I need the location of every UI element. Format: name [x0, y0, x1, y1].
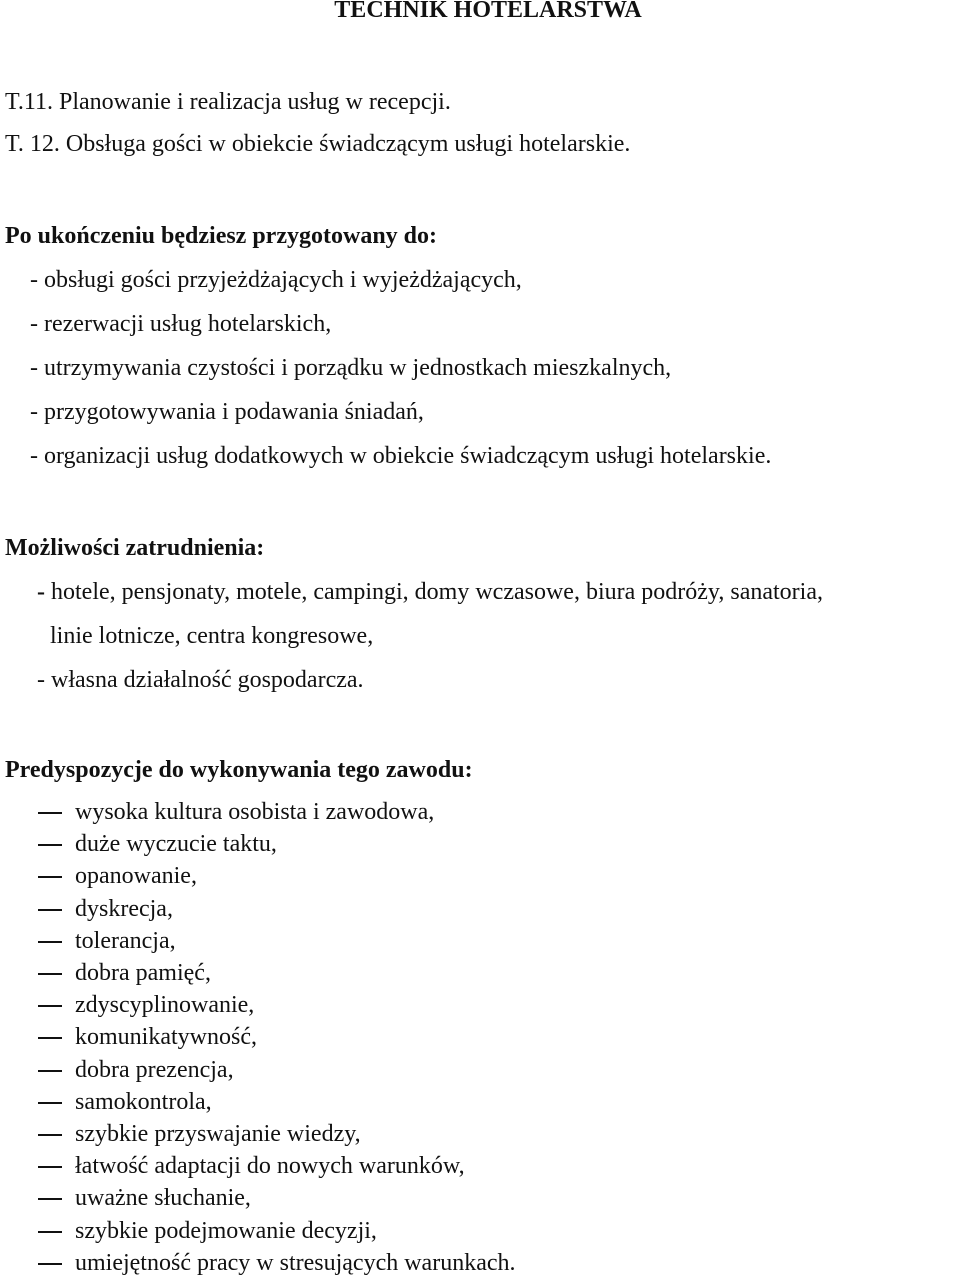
dash-bullet [38, 909, 62, 911]
dash-bullet [38, 876, 62, 878]
dash-bullet [38, 941, 62, 943]
predisposition-item [0, 895, 960, 927]
employment-item-dash: - [37, 579, 45, 605]
predisposition-item [0, 1249, 960, 1281]
predisposition-text: dobra pamięć, [75, 960, 211, 986]
predisposition-text: samokontrola, [75, 1088, 212, 1115]
dash-bullet [38, 844, 62, 846]
document-title: TECHNIK HOTELARSTWA [334, 0, 642, 23]
predisposition-item [0, 991, 960, 1023]
predisposition-text: łatwość adaptacji do nowych warunków, [75, 1153, 465, 1180]
predisposition-text: wysoka kultura osobista i zawodowa, [75, 799, 435, 825]
predisposition-text: opanowanie, [75, 863, 197, 890]
predisposition-item [0, 927, 960, 959]
employment-item-text: hotele, pensjonaty, motele, campingi, domy wczasowe, biura podróży, sanatoria, [45, 579, 823, 605]
predisposition-item [0, 959, 960, 991]
dash-bullet [38, 812, 62, 814]
predisposition-item [0, 830, 960, 862]
predisposition-item [0, 1056, 960, 1088]
dash-bullet [38, 1102, 62, 1104]
predisposition-text: uważne słuchanie, [75, 1185, 251, 1212]
skill-item: - obsługi gości przyjeżdżających i wyjeżdżających, [30, 267, 522, 293]
predisposition-item [0, 798, 960, 830]
skill-item: - organizacji usług dodatkowych w obiekcie świadczącym usługi hotelarskie. [30, 443, 772, 469]
dash-bullet [38, 973, 62, 975]
dash-bullet [38, 1231, 62, 1233]
dash-bullet [38, 1005, 62, 1007]
dash-bullet [38, 1134, 62, 1136]
dash-bullet [38, 1166, 62, 1168]
predisposition-text: zdyscyplinowanie, [75, 992, 255, 1019]
predisposition-text: umiejętność pracy w stresujących warunkach. [75, 1249, 516, 1276]
predisposition-item [0, 862, 960, 894]
predisposition-text: komunikatywność, [75, 1024, 257, 1051]
skill-item: - przygotowywania i podawania śniadań, [30, 399, 424, 425]
predisposition-text: duże wyczucie taktu, [75, 831, 277, 858]
predisposition-item [0, 1120, 960, 1152]
predisposition-text: szybkie przyswajanie wiedzy, [75, 1121, 361, 1147]
predispositions-heading: Predyspozycje do wykonywania tego zawodu: [5, 757, 473, 783]
qualification-t11: T.11. Planowanie i realizacja usług w recepcji. [5, 89, 451, 115]
predisposition-item [0, 1023, 960, 1055]
qualification-t12: T. 12. Obsługa gości w obiekcie świadczącym usługi hotelarskie. [5, 131, 631, 157]
skill-item: - utrzymywania czystości i porządku w jednostkach mieszkalnych, [30, 355, 672, 381]
predisposition-text: tolerancja, [75, 927, 176, 954]
predisposition-text: dyskrecja, [75, 895, 173, 922]
predisposition-item [0, 1184, 960, 1216]
predisposition-item [0, 1152, 960, 1184]
skills-heading: Po ukończeniu będziesz przygotowany do: [5, 223, 437, 249]
dash-bullet [38, 1037, 62, 1039]
dash-bullet [38, 1198, 62, 1200]
predisposition-item [0, 1217, 960, 1249]
dash-bullet [38, 1263, 62, 1265]
employment-item [37, 578, 823, 606]
employment-heading: Możliwości zatrudnienia: [5, 535, 265, 561]
predisposition-text: dobra prezencja, [75, 1056, 234, 1083]
employment-item: - własna działalność gospodarcza. [37, 667, 364, 693]
skill-item: - rezerwacji usług hotelarskich, [30, 311, 332, 337]
predisposition-text: szybkie podejmowanie decyzji, [75, 1217, 377, 1244]
dash-bullet [38, 1070, 62, 1072]
employment-item-continuation: linie lotnicze, centra kongresowe, [50, 623, 374, 649]
predisposition-item [0, 1088, 960, 1120]
